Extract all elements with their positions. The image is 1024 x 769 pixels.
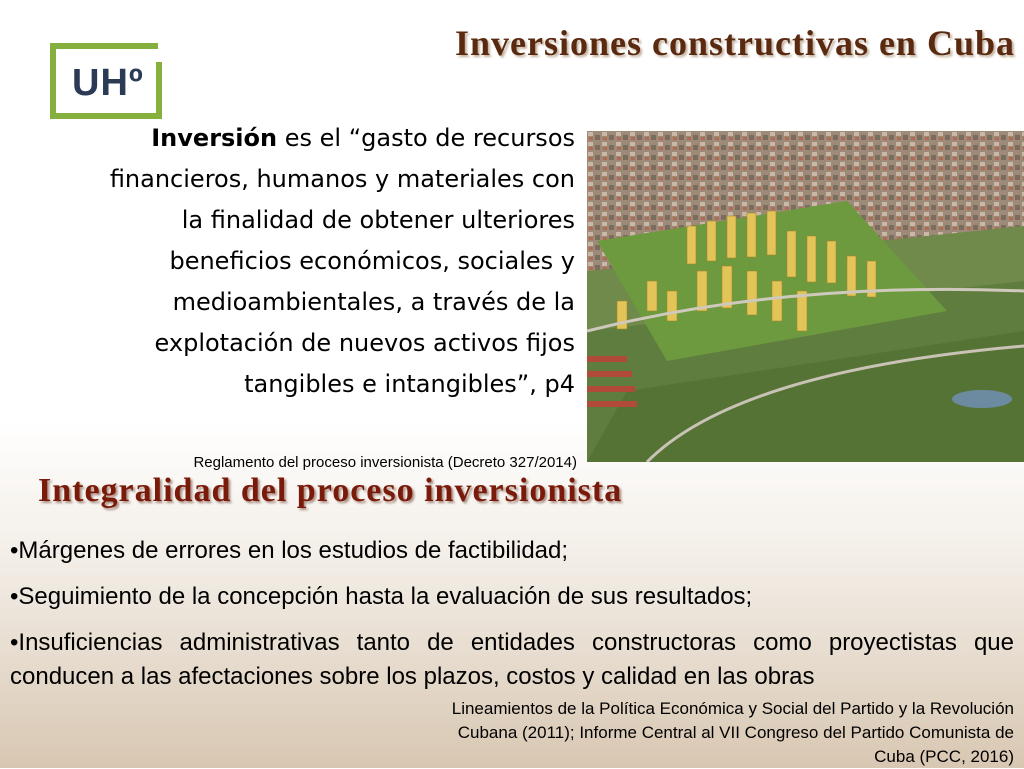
footer-reference: Lineamientos de la Política Económica y Social del Partido y la Revolución Cubana (2011); Informe Central al VII Congreso del Partido Comunista de Cuba (PCC, 2016) (451, 699, 1014, 766)
logo-frame-right (156, 62, 162, 119)
definition-paragraph (100, 118, 575, 405)
logo-text: UHº (72, 62, 144, 104)
section-subtitle: Integralidad del proceso inversionista (38, 472, 623, 509)
definition-source: Reglamento del proceso inversionista (Decreto 327/2014) (193, 454, 577, 471)
bullet-list (10, 534, 1014, 706)
bullet-item: •Márgenes de errores en los estudios de factibilidad; (10, 537, 569, 564)
definition-text: es el “gasto de recursos financieros, humanos y materiales con la finalidad de obtener ulteriores beneficios económicos, sociales y medioambientales, a través de la explotación de nuevos activos fijos tangibles e intangibles”, p4 (109, 124, 575, 398)
slide-title: Inversiones constructivas en Cuba (454, 23, 1015, 63)
definition-term: Inversión (151, 124, 278, 152)
aerial-city-photo (587, 131, 1024, 462)
bullet-item: •Insuficiencias administrativas tanto de entidades constructoras como proyectistas que conducen a las afectaciones sobre los plazos, costos y calidad en las obras (10, 629, 1014, 690)
bullet-item: •Seguimiento de la concepción hasta la evaluación de sus resultados; (10, 583, 753, 610)
